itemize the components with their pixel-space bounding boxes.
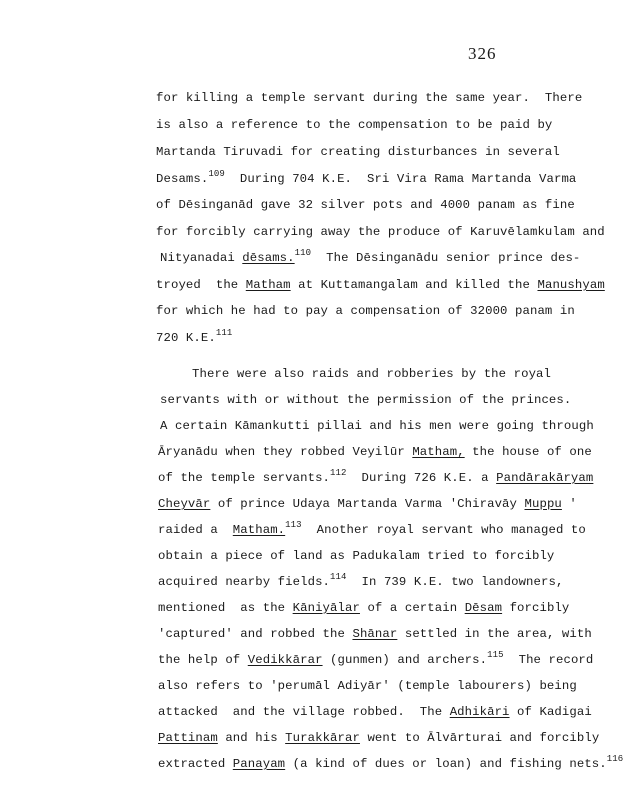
text-line — [156, 171, 576, 187]
text-run: A certain Kāmankutti pillai and his men were going through — [160, 419, 594, 433]
text-run: for killing a temple servant during the same year. There — [156, 91, 583, 105]
text-run: Āryanādu when they robbed Veyilūr — [158, 445, 413, 459]
text-run: forcibly — [502, 601, 570, 615]
text-run: In 739 K.E. two landowners, — [346, 575, 564, 589]
text-run: attacked and the village robbed. The — [158, 705, 450, 719]
text-line — [156, 197, 575, 213]
text-line — [158, 626, 592, 642]
text-line — [156, 224, 605, 240]
underlined-term: Matham, — [412, 445, 465, 459]
text-line — [158, 704, 592, 720]
text-line — [160, 418, 594, 434]
text-run: of a certain — [359, 601, 465, 615]
text-line — [158, 652, 593, 668]
text-run: of prince Udaya Martanda Varma 'Chiravāy — [210, 497, 525, 511]
text-run: There were also raids and robberies by the royal — [192, 367, 552, 381]
text-run: also refers to 'perumāl Adiyār' (temple labourers) being — [158, 679, 577, 693]
text-line — [156, 303, 575, 319]
text-line — [156, 117, 552, 133]
text-line — [158, 522, 586, 538]
text-run: acquired nearby fields. — [158, 575, 331, 589]
text-line — [158, 444, 592, 460]
footnote-marker: 115 — [487, 650, 504, 660]
text-line — [192, 366, 551, 382]
text-run: the help of — [158, 653, 248, 667]
text-run: at Kuttamangalam and killed the — [290, 278, 538, 292]
text-run: Desams. — [156, 172, 209, 186]
text-run: is also a reference to the compensation to be paid by — [156, 118, 553, 132]
text-run: (a kind of dues or loan) and fishing nets. — [285, 757, 607, 771]
text-line — [156, 330, 232, 346]
underlined-term: Adhikāri — [449, 705, 510, 719]
text-run: obtain a piece of land as Padukalam tried to forcibly — [158, 549, 555, 563]
underlined-term: Matham — [245, 278, 291, 292]
underlined-term: Pattinam — [158, 731, 218, 745]
underlined-term: Pandārakāryam — [496, 471, 594, 485]
footnote-marker: 114 — [330, 572, 347, 582]
text-run: The record — [503, 653, 594, 667]
text-run: troyed the — [156, 278, 246, 292]
text-run: During 726 K.E. a — [346, 471, 497, 485]
text-run: mentioned as the — [158, 601, 293, 615]
text-run: of the temple servants. — [158, 471, 331, 485]
text-run: for forcibly carrying away the produce of Karuvēlamkulam and — [156, 225, 605, 239]
underlined-term: Vedikkārar — [247, 653, 323, 667]
underlined-term: Manushyam — [537, 278, 605, 292]
text-run: went to Ālvārturai and forcibly — [359, 731, 600, 745]
text-run: ' — [561, 497, 577, 511]
text-line — [156, 90, 582, 106]
text-run: Martanda Tiruvadi for creating disturbances in several — [156, 145, 560, 159]
text-run: The Dēsinganādu senior prince des- — [311, 251, 581, 265]
underlined-term: Panayam — [232, 757, 286, 771]
text-run: (gunmen) and archers. — [322, 653, 488, 667]
text-line — [158, 496, 577, 512]
text-line — [158, 548, 554, 564]
underlined-term: Kāniyālar — [292, 601, 360, 615]
text-line — [160, 392, 571, 408]
underlined-term: Muppu — [524, 497, 562, 511]
text-run: Another royal servant who managed to — [301, 523, 586, 537]
text-line — [158, 756, 623, 772]
text-run: of Dēsinganād gave 32 silver pots and 4000 panam as fine — [156, 198, 575, 212]
underlined-term: Turakkārar — [285, 731, 360, 745]
text-run: 720 K.E. — [156, 331, 216, 345]
footnote-marker: 110 — [294, 248, 312, 258]
underlined-term: Matham. — [232, 523, 286, 537]
text-line — [156, 144, 560, 160]
footnote-marker: 112 — [330, 468, 347, 478]
text-line — [160, 250, 580, 266]
footnote-marker: 111 — [215, 328, 233, 338]
text-line — [158, 470, 593, 486]
text-run: raided a — [158, 523, 233, 537]
text-line — [158, 730, 599, 746]
text-run: and his — [217, 731, 286, 745]
page-number: 326 — [468, 44, 497, 63]
footnote-marker: 116 — [606, 754, 624, 764]
text-run: for which he had to pay a compensation of 32000 panam in — [156, 304, 575, 318]
text-line — [158, 574, 563, 590]
underlined-term: Dēsam — [464, 601, 503, 615]
footnote-marker: 113 — [285, 520, 302, 530]
underlined-term: dēsams. — [242, 251, 295, 265]
text-run: servants with or without the permission of the princes. — [160, 393, 572, 407]
text-line — [156, 277, 605, 293]
underlined-term: Shānar — [352, 627, 398, 641]
underlined-term: Cheyvār — [158, 497, 211, 511]
text-run: settled in the area, with — [397, 627, 592, 641]
text-line — [158, 600, 569, 616]
text-run: During 704 K.E. Sri Vira Rama Martanda Varma — [224, 172, 577, 186]
text-run: extracted — [158, 757, 233, 771]
text-run: of Kadigai — [509, 705, 592, 719]
footnote-marker: 109 — [208, 169, 225, 179]
text-run: 'captured' and robbed the — [158, 627, 353, 641]
text-run: the house of one — [464, 445, 592, 459]
text-run: Nityanadai — [160, 251, 243, 265]
text-line — [158, 678, 577, 694]
